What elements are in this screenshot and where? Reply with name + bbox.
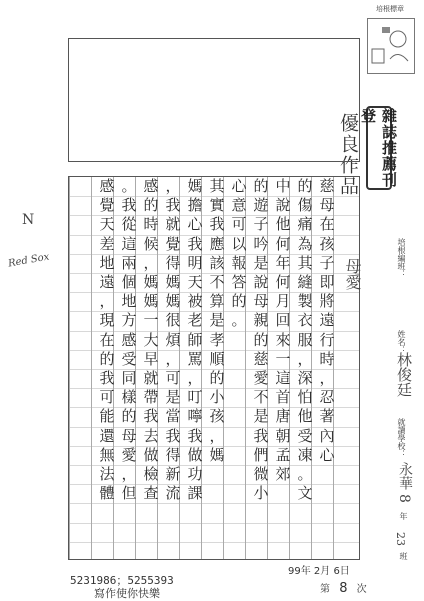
essay-char: 來 — [275, 330, 291, 349]
essay-char: 在 — [99, 330, 115, 349]
essay-char: 我 — [143, 407, 159, 426]
essay-char: 檢 — [143, 465, 159, 483]
logo-stamp — [367, 18, 415, 74]
essay-char: 感 — [143, 177, 159, 195]
class-label: 培根編班： — [397, 238, 406, 278]
school-value: 永華 — [397, 462, 413, 490]
essay-char: 以 — [231, 234, 247, 253]
essay-char: 實 — [209, 196, 225, 215]
essay-char: 時 — [143, 215, 159, 234]
essay-char: 的 — [231, 292, 247, 311]
essay-char: 功 — [187, 465, 203, 483]
essay-char: 何 — [275, 273, 291, 291]
essay-char: 將 — [319, 292, 335, 311]
slogan: 寫作使你快樂 — [94, 587, 160, 600]
essay-char: 查 — [143, 484, 159, 503]
essay-char: 遠 — [99, 273, 115, 291]
class-suffix: 班 — [399, 552, 408, 560]
essay-char: 是 — [209, 311, 225, 330]
essay-char: 我 — [187, 234, 203, 253]
essay-char: 衣 — [297, 311, 313, 330]
essay-char: 師 — [187, 330, 203, 349]
essay-char: 法 — [99, 465, 115, 483]
essay-char: 可 — [99, 388, 115, 407]
essay-char: 慈 — [253, 349, 269, 368]
essay-char: 得 — [165, 253, 181, 272]
essay-char: ， — [297, 349, 313, 368]
date: 99年 2月 6日 — [288, 566, 350, 577]
essay-char: ， — [99, 292, 115, 311]
essay-char: ， — [121, 465, 137, 483]
essay-char: 媽 — [165, 273, 181, 291]
essay-char: 覺 — [165, 234, 181, 253]
essay-char: 樣 — [121, 388, 137, 407]
essay-char: 痛 — [297, 215, 313, 234]
essay-char: 凍 — [297, 445, 313, 464]
essay-char: 其 — [297, 253, 313, 272]
essay-char: 當 — [165, 407, 181, 426]
essay-char: 課 — [187, 484, 203, 503]
essay-char: 說 — [275, 196, 291, 215]
essay-char: 的 — [297, 177, 313, 195]
essay-char: 做 — [143, 445, 159, 464]
essay-char: 微 — [253, 465, 269, 483]
essay-char: 何 — [275, 234, 291, 253]
essay-char: 母 — [319, 196, 335, 215]
essay-char: 縫 — [297, 273, 313, 291]
essay-char: 慈 — [319, 177, 335, 195]
essay-char: 首 — [275, 388, 291, 407]
essay-char: 的 — [143, 196, 159, 215]
essay-char: 心 — [319, 445, 335, 464]
essay-char: 孝 — [209, 330, 225, 349]
essay-char: 我 — [165, 196, 181, 215]
writing-grid — [68, 176, 360, 560]
essay-char: 傷 — [297, 196, 313, 215]
essay-char: 子 — [253, 215, 269, 234]
essay-char: 做 — [187, 445, 203, 464]
essay-char: 心 — [231, 177, 247, 195]
page-suffix: 次 — [356, 584, 367, 595]
essay-char: 月 — [275, 292, 291, 311]
essay-char: 吟 — [253, 234, 269, 253]
recommend-seal: 雜誌推薦刊登 — [359, 108, 398, 188]
essay-char: 行 — [319, 330, 335, 349]
page-no: 8 — [339, 581, 348, 596]
essay-char: 是 — [165, 388, 181, 407]
essay-char: 孟 — [275, 445, 291, 464]
essay-char: 忍 — [319, 388, 335, 407]
essay-char: 我 — [121, 196, 137, 215]
essay-char: 地 — [99, 253, 115, 272]
essay-char: 感 — [99, 177, 115, 195]
essay-char: 地 — [121, 292, 137, 311]
essay-char: 的 — [209, 369, 225, 387]
essay-char: 可 — [165, 369, 181, 387]
essay-char: 煩 — [165, 330, 181, 349]
essay-char: 文 — [297, 484, 313, 503]
essay-char: 小 — [209, 388, 225, 407]
essay-char: 的 — [99, 349, 115, 368]
essay-char: 被 — [187, 292, 203, 311]
essay-char: 。 — [121, 177, 137, 195]
essay-char: 體 — [99, 484, 115, 503]
essay-char: 中 — [275, 177, 291, 195]
essay-char: 受 — [121, 349, 137, 368]
essay-char: 媽 — [187, 177, 203, 195]
grid-column — [69, 177, 91, 559]
essay-char: 老 — [187, 311, 203, 330]
essay-char: 心 — [187, 215, 203, 234]
school-label: 就讀學校： — [397, 418, 406, 458]
essay-char: 媽 — [143, 292, 159, 311]
essay-char: 小 — [253, 484, 269, 503]
essay-char: 孩 — [209, 407, 225, 426]
essay-char: 他 — [297, 407, 313, 426]
essay-char: 方 — [121, 311, 137, 330]
name-value: 林俊廷 — [395, 352, 413, 397]
essay-char: 著 — [319, 407, 335, 426]
essay-char: 的 — [121, 407, 137, 426]
essay-char: 還 — [99, 426, 115, 445]
award-text: 優良作品 — [337, 113, 359, 197]
essay-char: 不 — [209, 273, 225, 291]
essay-char: 流 — [165, 484, 181, 503]
grade-label: 年 — [399, 512, 408, 520]
essay-char: 早 — [143, 349, 159, 368]
essay-char: ， — [165, 349, 181, 368]
essay-char: 的 — [253, 330, 269, 349]
essay-char: 天 — [187, 273, 203, 291]
essay-char: 唐 — [275, 407, 291, 426]
essay-char: 大 — [143, 330, 159, 349]
essay-char: 年 — [275, 253, 291, 272]
essay-char: ， — [143, 253, 159, 272]
essay-char: 嚀 — [187, 407, 203, 426]
essay-char: 這 — [121, 234, 137, 253]
essay-char: 媽 — [209, 445, 225, 464]
essay-char: 內 — [319, 426, 335, 445]
essay-char: 擔 — [187, 196, 203, 215]
essay-char: 母 — [253, 292, 269, 311]
essay-char: 媽 — [165, 292, 181, 311]
essay-char: 可 — [231, 215, 247, 234]
essay-char: 意 — [231, 196, 247, 215]
essay-char: 現 — [99, 311, 115, 330]
essay-char: ， — [209, 426, 225, 445]
essay-char: 。 — [231, 311, 247, 330]
essay-char: 但 — [121, 484, 137, 503]
essay-char: 去 — [143, 426, 159, 445]
essay-char: ， — [187, 369, 203, 387]
essay-char: 天 — [99, 215, 115, 234]
essay-char: 我 — [253, 426, 269, 445]
essay-char: 無 — [99, 445, 115, 464]
grade-value: 8 — [396, 494, 412, 503]
essay-char: 在 — [319, 215, 335, 234]
essay-char: 愛 — [253, 369, 269, 387]
essay-char: 同 — [121, 369, 137, 387]
essay-char: 應 — [209, 234, 225, 253]
signature: Red Sox — [7, 251, 51, 270]
essay-char: 差 — [99, 234, 115, 253]
essay-title: 母愛 — [343, 258, 362, 290]
essay-char: 是 — [253, 253, 269, 272]
phone-numbers: 5231986；5255393 — [70, 574, 174, 587]
essay-char: 說 — [253, 273, 269, 291]
name-label: 姓名： — [397, 330, 406, 354]
stamp-label: 培根標章 — [376, 5, 404, 13]
essay-char: 我 — [209, 215, 225, 234]
essay-char: 回 — [275, 311, 291, 330]
essay-char: 孩 — [319, 234, 335, 253]
essay-char: 一 — [143, 311, 159, 330]
essay-char: 算 — [209, 292, 225, 311]
essay-char: 從 — [121, 215, 137, 234]
essay-char: 他 — [275, 215, 291, 234]
essay-char: 媽 — [143, 273, 159, 291]
essay-char: 郊 — [275, 465, 291, 483]
essay-char: 。 — [297, 465, 313, 483]
essay-char: 一 — [275, 349, 291, 368]
essay-char: 怕 — [297, 388, 313, 407]
essay-char: ， — [319, 369, 335, 387]
essay-char: 罵 — [187, 349, 203, 368]
essay-char: 我 — [187, 426, 203, 445]
essay-char: 該 — [209, 253, 225, 272]
essay-char: 服 — [297, 330, 313, 349]
essay-char: 叮 — [187, 388, 203, 407]
page-counter — [320, 580, 367, 596]
essay-char: 我 — [165, 426, 181, 445]
essay-char: 遠 — [319, 311, 335, 330]
essay-char: 覺 — [99, 196, 115, 215]
essay-char: 感 — [121, 330, 137, 349]
essay-char: ， — [165, 177, 181, 195]
essay-char: 兩 — [121, 253, 137, 272]
essay-char: 能 — [99, 407, 115, 426]
essay-char: 很 — [165, 311, 181, 330]
sig-mark: N — [22, 212, 35, 228]
essay-char: 就 — [143, 369, 159, 387]
essay-char: 們 — [253, 445, 269, 464]
comment-box — [68, 38, 360, 162]
essay-char: 製 — [297, 292, 313, 311]
essay-char: 其 — [209, 177, 225, 195]
essay-char: 答 — [231, 273, 247, 291]
essay-char: 候 — [143, 234, 159, 253]
essay-char: 是 — [253, 407, 269, 426]
essay-char: 時 — [319, 349, 335, 368]
essay-char: 朝 — [275, 426, 291, 445]
essay-char: 個 — [121, 273, 137, 291]
essay-char: 的 — [253, 177, 269, 195]
essay-char: 得 — [165, 445, 181, 464]
essay-char: 就 — [165, 215, 181, 234]
page-label: 第 — [320, 584, 330, 595]
essay-char: 明 — [187, 253, 203, 272]
essay-char: 新 — [165, 465, 181, 483]
essay-char: 受 — [297, 426, 313, 445]
essay-char: 愛 — [121, 445, 137, 464]
essay-char: 母 — [121, 426, 137, 445]
essay-char: 子 — [319, 253, 335, 272]
essay-char: 我 — [99, 369, 115, 387]
essay-char: 深 — [297, 369, 313, 387]
essay-char: 即 — [319, 273, 335, 291]
essay-char: 親 — [253, 311, 269, 330]
essay-char: 帶 — [143, 388, 159, 407]
essay-char: 為 — [297, 234, 313, 253]
essay-char: 這 — [275, 369, 291, 387]
essay-char: 報 — [231, 253, 247, 272]
essay-char: 不 — [253, 388, 269, 407]
class-no: 23 — [394, 532, 407, 546]
essay-char: 順 — [209, 349, 225, 368]
stamp-illustration-icon — [368, 19, 414, 73]
essay-char: 遊 — [253, 196, 269, 215]
